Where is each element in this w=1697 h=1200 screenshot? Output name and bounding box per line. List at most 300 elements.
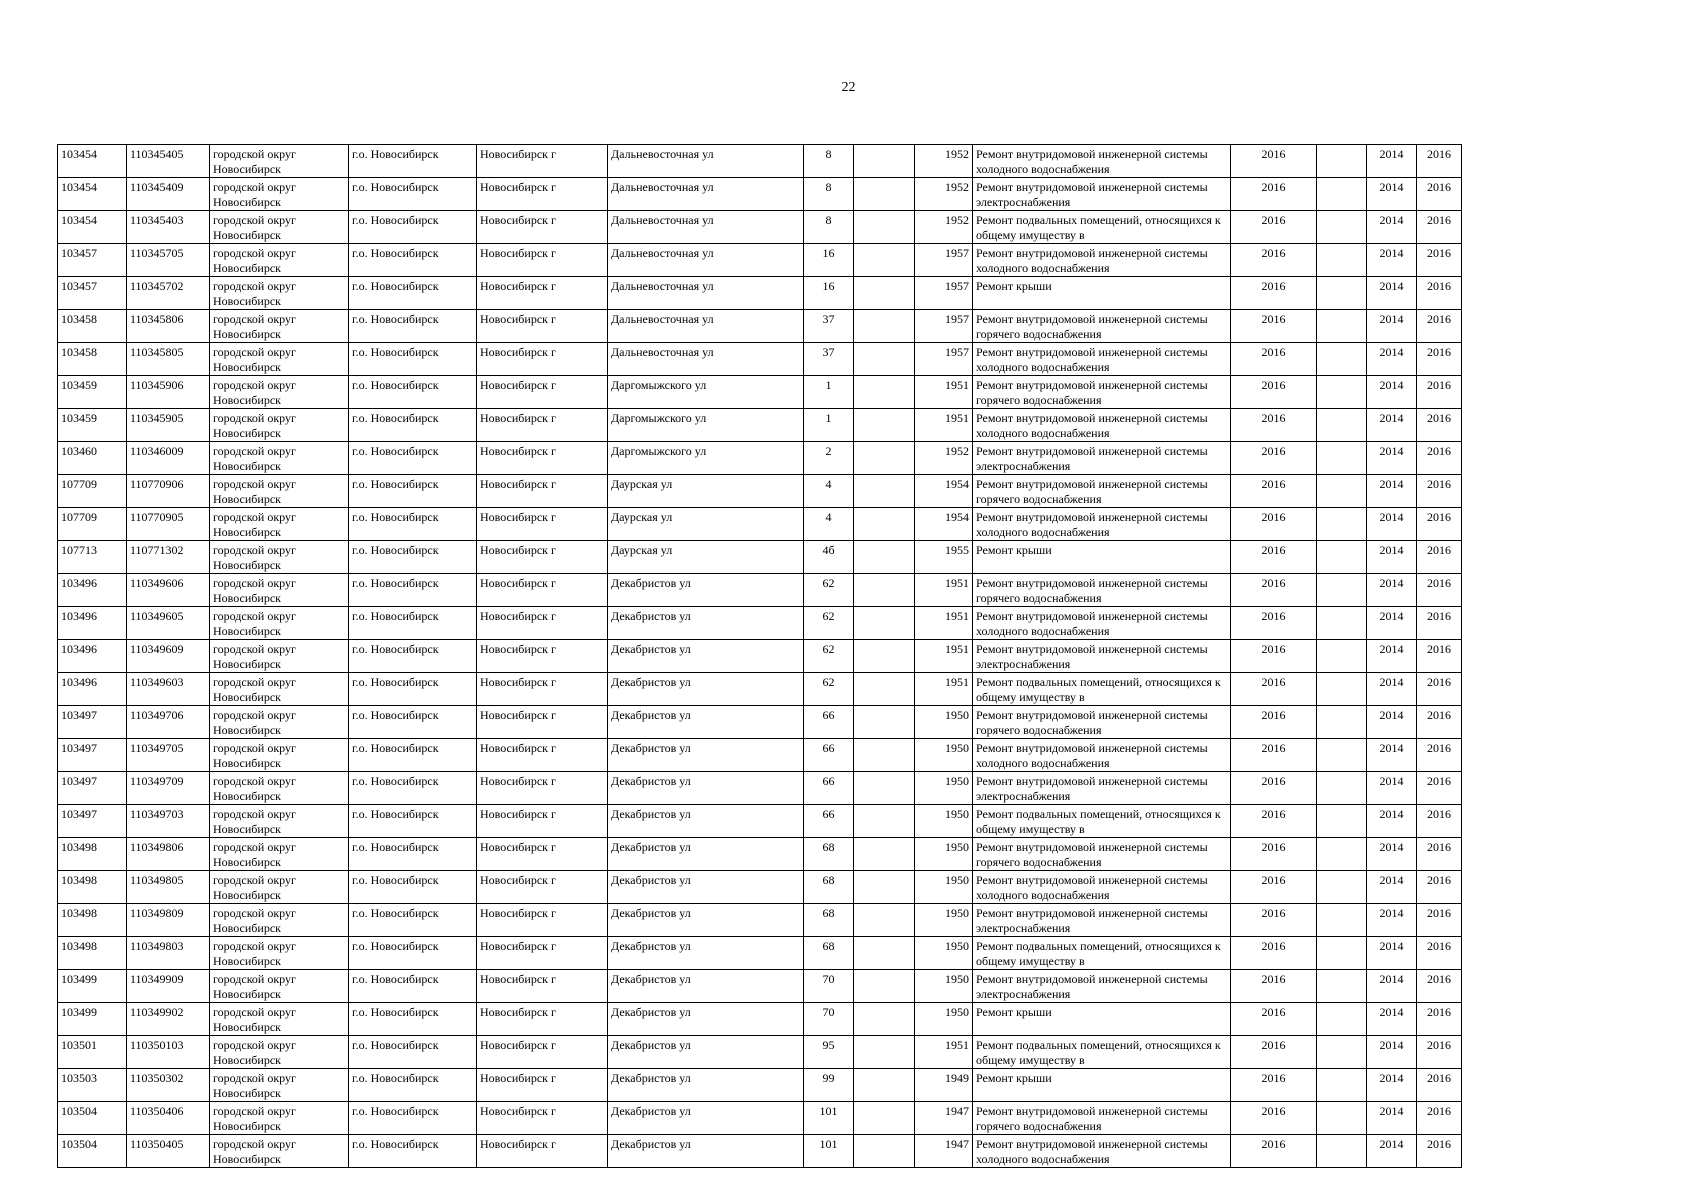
empty-cell [1317,508,1367,541]
year-end-cell: 2016 [1417,1102,1462,1135]
year-built-cell: 1950 [915,739,973,772]
empty-cell [1317,970,1367,1003]
house-number-cell: 66 [804,772,854,805]
city-cell: Новосибирск г [477,970,608,1003]
work-type-cell: Ремонт внутридомовой инженерной системы холодного водоснабжения [973,508,1231,541]
house-id-cell: 103499 [58,970,127,1003]
house-number-cell: 68 [804,937,854,970]
plan-year-cell: 2016 [1231,904,1317,937]
municipality-cell: городской округ Новосибирск [210,805,349,838]
table-row [58,211,1462,244]
building-cell [854,739,915,772]
house-number-cell: 37 [804,310,854,343]
house-id-cell: 103497 [58,739,127,772]
work-type-cell: Ремонт внутридомовой инженерной системы холодного водоснабжения [973,607,1231,640]
street-cell: Декабристов ул [608,739,804,772]
city-cell: Новосибирск г [477,904,608,937]
street-cell: Дальневосточная ул [608,178,804,211]
year-start-cell: 2014 [1367,442,1417,475]
capital-repair-table [57,144,1462,1168]
plan-year-cell: 2016 [1231,607,1317,640]
city-cell: Новосибирск г [477,211,608,244]
year-end-cell: 2016 [1417,1003,1462,1036]
year-built-cell: 1952 [915,442,973,475]
table-row [58,244,1462,277]
year-end-cell: 2016 [1417,277,1462,310]
house-number-cell: 62 [804,640,854,673]
house-number-cell: 4 [804,508,854,541]
city-cell: Новосибирск г [477,838,608,871]
empty-cell [1317,904,1367,937]
district-cell: г.о. Новосибирск [349,805,477,838]
house-id-cell: 103499 [58,1003,127,1036]
street-cell: Дальневосточная ул [608,343,804,376]
year-start-cell: 2014 [1367,145,1417,178]
empty-cell [1317,574,1367,607]
table-row [58,475,1462,508]
city-cell: Новосибирск г [477,475,608,508]
building-cell [854,1102,915,1135]
year-end-cell: 2016 [1417,211,1462,244]
district-cell: г.о. Новосибирск [349,376,477,409]
year-start-cell: 2014 [1367,409,1417,442]
house-number-cell: 8 [804,211,854,244]
house-id-cell: 103498 [58,871,127,904]
city-cell: Новосибирск г [477,772,608,805]
district-cell: г.о. Новосибирск [349,178,477,211]
empty-cell [1317,673,1367,706]
municipality-cell: городской округ Новосибирск [210,442,349,475]
table-row [58,1135,1462,1168]
year-end-cell: 2016 [1417,178,1462,211]
year-built-cell: 1950 [915,838,973,871]
year-end-cell: 2016 [1417,772,1462,805]
house-number-cell: 16 [804,277,854,310]
element-id-cell: 110349803 [127,937,210,970]
house-number-cell: 101 [804,1135,854,1168]
municipality-cell: городской округ Новосибирск [210,1003,349,1036]
table-row [58,640,1462,673]
house-number-cell: 62 [804,574,854,607]
work-type-cell: Ремонт подвальных помещений, относящихся к общему имуществу в [973,211,1231,244]
plan-year-cell: 2016 [1231,1102,1317,1135]
year-end-cell: 2016 [1417,871,1462,904]
table-row [58,574,1462,607]
element-id-cell: 110345705 [127,244,210,277]
year-built-cell: 1950 [915,970,973,1003]
year-end-cell: 2016 [1417,244,1462,277]
street-cell: Декабристов ул [608,706,804,739]
district-cell: г.о. Новосибирск [349,541,477,574]
house-id-cell: 103496 [58,673,127,706]
year-end-cell: 2016 [1417,673,1462,706]
element-id-cell: 110345403 [127,211,210,244]
table-row [58,970,1462,1003]
municipality-cell: городской округ Новосибирск [210,244,349,277]
plan-year-cell: 2016 [1231,772,1317,805]
year-end-cell: 2016 [1417,145,1462,178]
municipality-cell: городской округ Новосибирск [210,211,349,244]
municipality-cell: городской округ Новосибирск [210,673,349,706]
house-id-cell: 103504 [58,1135,127,1168]
year-end-cell: 2016 [1417,937,1462,970]
municipality-cell: городской округ Новосибирск [210,574,349,607]
year-end-cell: 2016 [1417,409,1462,442]
year-start-cell: 2014 [1367,574,1417,607]
year-built-cell: 1950 [915,805,973,838]
year-end-cell: 2016 [1417,838,1462,871]
year-built-cell: 1951 [915,1036,973,1069]
municipality-cell: городской округ Новосибирск [210,640,349,673]
element-id-cell: 110349902 [127,1003,210,1036]
plan-year-cell: 2016 [1231,970,1317,1003]
empty-cell [1317,475,1367,508]
house-number-cell: 70 [804,970,854,1003]
city-cell: Новосибирск г [477,277,608,310]
house-id-cell: 107713 [58,541,127,574]
street-cell: Даурская ул [608,508,804,541]
element-id-cell: 110349909 [127,970,210,1003]
municipality-cell: городской округ Новосибирск [210,343,349,376]
municipality-cell: городской округ Новосибирск [210,706,349,739]
work-type-cell: Ремонт подвальных помещений, относящихся к общему имуществу в [973,805,1231,838]
empty-cell [1317,178,1367,211]
city-cell: Новосибирск г [477,343,608,376]
work-type-cell: Ремонт внутридомовой инженерной системы электроснабжения [973,970,1231,1003]
year-end-cell: 2016 [1417,442,1462,475]
year-built-cell: 1957 [915,343,973,376]
element-id-cell: 110345409 [127,178,210,211]
element-id-cell: 110349706 [127,706,210,739]
table-row [58,607,1462,640]
house-id-cell: 103457 [58,244,127,277]
work-type-cell: Ремонт внутридомовой инженерной системы электроснабжения [973,442,1231,475]
municipality-cell: городской округ Новосибирск [210,310,349,343]
house-number-cell: 8 [804,145,854,178]
empty-cell [1317,145,1367,178]
year-built-cell: 1950 [915,706,973,739]
empty-cell [1317,409,1367,442]
element-id-cell: 110345905 [127,409,210,442]
table-row [58,277,1462,310]
district-cell: г.о. Новосибирск [349,310,477,343]
municipality-cell: городской округ Новосибирск [210,772,349,805]
year-built-cell: 1955 [915,541,973,574]
district-cell: г.о. Новосибирск [349,145,477,178]
year-built-cell: 1951 [915,640,973,673]
street-cell: Декабристов ул [608,772,804,805]
element-id-cell: 110350406 [127,1102,210,1135]
house-id-cell: 103496 [58,640,127,673]
year-built-cell: 1950 [915,1003,973,1036]
municipality-cell: городской округ Новосибирск [210,541,349,574]
plan-year-cell: 2016 [1231,211,1317,244]
element-id-cell: 110345405 [127,145,210,178]
plan-year-cell: 2016 [1231,541,1317,574]
plan-year-cell: 2016 [1231,1069,1317,1102]
house-id-cell: 103496 [58,574,127,607]
house-id-cell: 103457 [58,277,127,310]
plan-year-cell: 2016 [1231,442,1317,475]
plan-year-cell: 2016 [1231,805,1317,838]
table-row [58,1069,1462,1102]
building-cell [854,343,915,376]
empty-cell [1317,244,1367,277]
street-cell: Декабристов ул [608,607,804,640]
year-end-cell: 2016 [1417,970,1462,1003]
table-row [58,310,1462,343]
house-number-cell: 62 [804,673,854,706]
year-start-cell: 2014 [1367,970,1417,1003]
empty-cell [1317,772,1367,805]
street-cell: Декабристов ул [608,1135,804,1168]
plan-year-cell: 2016 [1231,871,1317,904]
plan-year-cell: 2016 [1231,1036,1317,1069]
year-start-cell: 2014 [1367,1102,1417,1135]
year-start-cell: 2014 [1367,739,1417,772]
year-start-cell: 2014 [1367,871,1417,904]
element-id-cell: 110349609 [127,640,210,673]
building-cell [854,706,915,739]
empty-cell [1317,442,1367,475]
building-cell [854,970,915,1003]
year-built-cell: 1949 [915,1069,973,1102]
work-type-cell: Ремонт внутридомовой инженерной системы электроснабжения [973,178,1231,211]
city-cell: Новосибирск г [477,937,608,970]
city-cell: Новосибирск г [477,607,608,640]
district-cell: г.о. Новосибирск [349,244,477,277]
street-cell: Декабристов ул [608,1036,804,1069]
work-type-cell: Ремонт подвальных помещений, относящихся к общему имуществу в [973,937,1231,970]
table-row [58,805,1462,838]
street-cell: Дальневосточная ул [608,277,804,310]
municipality-cell: городской округ Новосибирск [210,937,349,970]
year-built-cell: 1951 [915,376,973,409]
plan-year-cell: 2016 [1231,574,1317,607]
year-start-cell: 2014 [1367,178,1417,211]
building-cell [854,1069,915,1102]
district-cell: г.о. Новосибирск [349,871,477,904]
house-number-cell: 4 [804,475,854,508]
house-id-cell: 103497 [58,772,127,805]
municipality-cell: городской округ Новосибирск [210,409,349,442]
district-cell: г.о. Новосибирск [349,772,477,805]
street-cell: Даргомыжского ул [608,409,804,442]
municipality-cell: городской округ Новосибирск [210,475,349,508]
street-cell: Декабристов ул [608,1069,804,1102]
table-row [58,343,1462,376]
city-cell: Новосибирск г [477,508,608,541]
empty-cell [1317,640,1367,673]
year-built-cell: 1954 [915,508,973,541]
element-id-cell: 110349709 [127,772,210,805]
street-cell: Даурская ул [608,541,804,574]
element-id-cell: 110771302 [127,541,210,574]
year-end-cell: 2016 [1417,574,1462,607]
district-cell: г.о. Новосибирск [349,838,477,871]
work-type-cell: Ремонт крыши [973,541,1231,574]
year-start-cell: 2014 [1367,541,1417,574]
table-row [58,838,1462,871]
year-built-cell: 1952 [915,211,973,244]
city-cell: Новосибирск г [477,310,608,343]
element-id-cell: 110346009 [127,442,210,475]
empty-cell [1317,607,1367,640]
empty-cell [1317,541,1367,574]
work-type-cell: Ремонт внутридомовой инженерной системы холодного водоснабжения [973,409,1231,442]
year-built-cell: 1951 [915,607,973,640]
building-cell [854,937,915,970]
city-cell: Новосибирск г [477,1036,608,1069]
district-cell: г.о. Новосибирск [349,1036,477,1069]
plan-year-cell: 2016 [1231,409,1317,442]
house-number-cell: 95 [804,1036,854,1069]
district-cell: г.о. Новосибирск [349,475,477,508]
street-cell: Декабристов ул [608,937,804,970]
table-row [58,409,1462,442]
house-id-cell: 103459 [58,376,127,409]
year-end-cell: 2016 [1417,640,1462,673]
district-cell: г.о. Новосибирск [349,508,477,541]
building-cell [854,541,915,574]
year-start-cell: 2014 [1367,1135,1417,1168]
building-cell [854,211,915,244]
year-built-cell: 1952 [915,145,973,178]
house-number-cell: 66 [804,805,854,838]
house-number-cell: 68 [804,904,854,937]
house-number-cell: 66 [804,706,854,739]
district-cell: г.о. Новосибирск [349,1135,477,1168]
table-row [58,1036,1462,1069]
district-cell: г.о. Новосибирск [349,1102,477,1135]
element-id-cell: 110350103 [127,1036,210,1069]
plan-year-cell: 2016 [1231,1003,1317,1036]
district-cell: г.о. Новосибирск [349,607,477,640]
year-start-cell: 2014 [1367,1003,1417,1036]
table-row [58,772,1462,805]
table-row [58,871,1462,904]
empty-cell [1317,706,1367,739]
city-cell: Новосибирск г [477,673,608,706]
street-cell: Декабристов ул [608,871,804,904]
house-number-cell: 1 [804,376,854,409]
year-start-cell: 2014 [1367,1036,1417,1069]
house-number-cell: 16 [804,244,854,277]
plan-year-cell: 2016 [1231,475,1317,508]
house-number-cell: 99 [804,1069,854,1102]
house-number-cell: 70 [804,1003,854,1036]
table-row [58,145,1462,178]
empty-cell [1317,937,1367,970]
municipality-cell: городской округ Новосибирск [210,277,349,310]
year-end-cell: 2016 [1417,706,1462,739]
work-type-cell: Ремонт внутридомовой инженерной системы горячего водоснабжения [973,475,1231,508]
house-number-cell: 68 [804,871,854,904]
building-cell [854,574,915,607]
district-cell: г.о. Новосибирск [349,706,477,739]
house-id-cell: 103454 [58,178,127,211]
municipality-cell: городской округ Новосибирск [210,376,349,409]
street-cell: Декабристов ул [608,574,804,607]
house-id-cell: 103496 [58,607,127,640]
city-cell: Новосибирск г [477,706,608,739]
empty-cell [1317,1036,1367,1069]
city-cell: Новосибирск г [477,574,608,607]
city-cell: Новосибирск г [477,244,608,277]
street-cell: Даргомыжского ул [608,442,804,475]
empty-cell [1317,1003,1367,1036]
year-built-cell: 1947 [915,1102,973,1135]
year-start-cell: 2014 [1367,805,1417,838]
empty-cell [1317,1135,1367,1168]
district-cell: г.о. Новосибирск [349,904,477,937]
city-cell: Новосибирск г [477,145,608,178]
table-row [58,376,1462,409]
street-cell: Декабристов ул [608,970,804,1003]
table-row [58,937,1462,970]
house-number-cell: 66 [804,739,854,772]
year-start-cell: 2014 [1367,277,1417,310]
table-row [58,442,1462,475]
element-id-cell: 110770905 [127,508,210,541]
city-cell: Новосибирск г [477,541,608,574]
street-cell: Декабристов ул [608,904,804,937]
district-cell: г.о. Новосибирск [349,343,477,376]
element-id-cell: 110349603 [127,673,210,706]
element-id-cell: 110349705 [127,739,210,772]
municipality-cell: городской округ Новосибирск [210,1135,349,1168]
year-start-cell: 2014 [1367,904,1417,937]
street-cell: Декабристов ул [608,838,804,871]
municipality-cell: городской округ Новосибирск [210,1102,349,1135]
table-body [58,145,1462,1168]
building-cell [854,442,915,475]
year-built-cell: 1951 [915,673,973,706]
house-number-cell: 1 [804,409,854,442]
year-end-cell: 2016 [1417,904,1462,937]
street-cell: Дальневосточная ул [608,211,804,244]
building-cell [854,475,915,508]
year-start-cell: 2014 [1367,310,1417,343]
year-end-cell: 2016 [1417,310,1462,343]
building-cell [854,376,915,409]
street-cell: Декабристов ул [608,1102,804,1135]
building-cell [854,1135,915,1168]
plan-year-cell: 2016 [1231,838,1317,871]
city-cell: Новосибирск г [477,1003,608,1036]
element-id-cell: 110349809 [127,904,210,937]
year-built-cell: 1957 [915,277,973,310]
element-id-cell: 110349703 [127,805,210,838]
house-id-cell: 103498 [58,904,127,937]
municipality-cell: городской округ Новосибирск [210,904,349,937]
year-built-cell: 1950 [915,871,973,904]
building-cell [854,1036,915,1069]
district-cell: г.о. Новосибирск [349,442,477,475]
table-row [58,178,1462,211]
building-cell [854,244,915,277]
city-cell: Новосибирск г [477,376,608,409]
building-cell [854,673,915,706]
year-built-cell: 1947 [915,1135,973,1168]
street-cell: Дальневосточная ул [608,310,804,343]
table-row [58,508,1462,541]
house-id-cell: 103458 [58,343,127,376]
building-cell [854,871,915,904]
element-id-cell: 110350405 [127,1135,210,1168]
year-built-cell: 1951 [915,409,973,442]
year-start-cell: 2014 [1367,211,1417,244]
